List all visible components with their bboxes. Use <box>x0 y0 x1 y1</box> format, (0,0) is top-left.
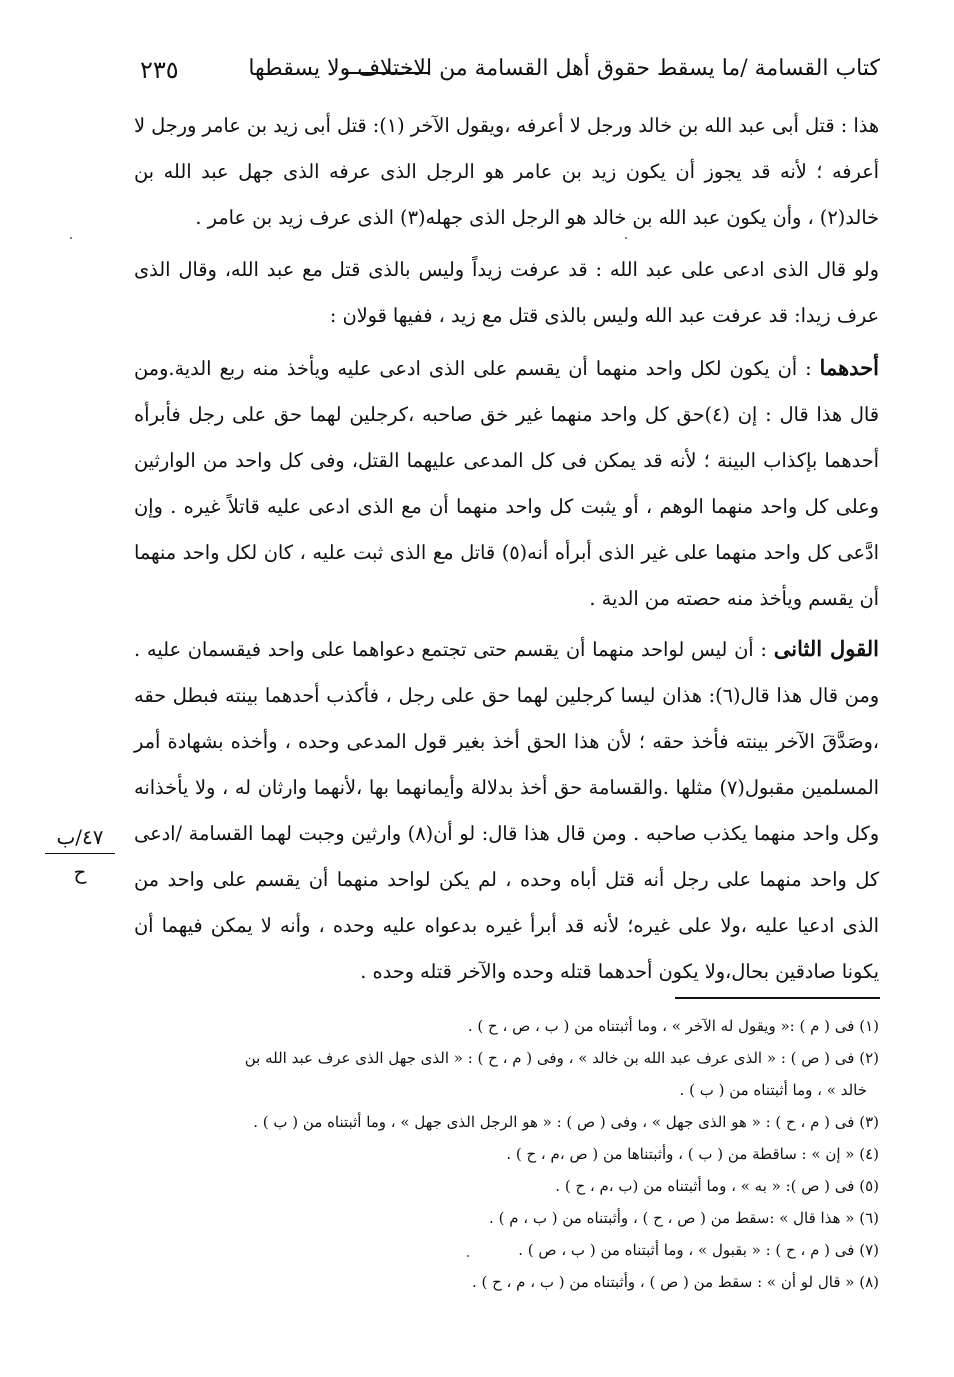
header-rule <box>345 72 430 74</box>
footnote-2-line-2: خالد » ، وما أثبتناه من ( ب ) . <box>679 1081 867 1099</box>
footnote-6: (٦) « هذا قال » :سقط من ( ص ، ح ) ، وأثبتناه من ( ب ، م ) . <box>489 1209 879 1227</box>
footnote-3: (٣) فى ( م ، ح ) : « هو الذى جهل » ، وفى ( ص ) : « هو الرجل الذى جهل » ، وما أثبتناه من ( ب ) . <box>253 1113 879 1131</box>
main-text <box>134 103 879 995</box>
footnote-5: (٥) فى ( ص ): « به » ، وما أثبتناه من (ب ،م ، ح ) . <box>555 1177 879 1195</box>
scan-speck <box>467 1255 469 1257</box>
folio-reference: ٤٧/ب <box>45 825 115 854</box>
footnote-8: (٨) « قال لو أن » : سقط من ( ص ) ، وأثبتناه من ( ب ، م ، ح ) . <box>471 1273 879 1291</box>
paragraph-1: هذا : قتل أبى عبد الله بن خالد ورجل لا أعرفه ،ويقول الآخر (١): قتل أبى زيد بن عامر ورجل لا أعرفه ؛ لأنه قد يجوز أن يكون زيد بن عامر هو الرجل الذى عرفه الذى جهل عبد الله بن خالد(٢) ، وأن يكون عبد الله بن خالد هو الرجل الذى جهله(٣) الذى عرف زيد بن عامر . <box>134 114 879 229</box>
footnote-4: (٤) « إن » : ساقطة من ( ب ) ، وأثبتناها من ( ص ،م ، ح ) . <box>506 1145 879 1163</box>
running-title: كتاب القسامة /ما يسقط حقوق أهل القسامة من الاختلاف ولا يسقطها <box>248 56 880 81</box>
page-number: ٢٣٥ <box>140 56 179 84</box>
paragraph-3-lead: أحدهما <box>819 355 879 380</box>
paragraph-2: ولو قال الذى ادعى على عبد الله : قد عرفت زيداً وليس بالذى قتل مع عبد الله، وقال الذى عرف زيدا: قد عرفت عبد الله وليس بالذى قتل مع زيد ، ففيها قولان : <box>134 258 879 327</box>
paragraph-3 <box>134 345 879 622</box>
paragraph-4-lead: القول الثانى <box>773 636 879 661</box>
paragraph-4 <box>134 626 879 995</box>
running-header <box>140 50 880 90</box>
manuscript-siglum: ح <box>73 860 87 884</box>
footnote-7: (٧) فى ( م ، ح ) : « بقبول » ، وما أثبتناه من ( ب ، ص ) . <box>518 1241 879 1259</box>
manuscript-margin-note <box>45 825 115 884</box>
scan-speck <box>70 237 72 239</box>
footnote-separator <box>675 997 880 999</box>
footnote-2 <box>134 1042 879 1106</box>
footnotes <box>134 1010 879 1298</box>
footnote-2-line-1: (٢) فى ( ص ) : « الذى عرف عبد الله بن خالد » ، وفى ( م ، ح ) : « الذى جهل الذى عرف عبد الله بن <box>244 1049 879 1067</box>
paragraph-3-text: : أن يكون لكل واحد منهما أن يقسم على الذى ادعى عليه ويأخذ منه ربع الدية.ومن قال هذا قال : إن (٤)حق كل واحد منهما غير خق صاحبه ،كرجلين لهما حق على رجل فأبرأه أحدهما بإكذاب البينة ؛ لأنه قد يمكن فى كل المدعى عليهما القتل، وفى كل واحد من الوارثين وعلى كل واحد منهما الوهم ، أو يثبت كل واحد منهما أن مع الذى ادعى عليه قاتلاً غيره . وإن ادَّعى كل واحد منهما على غير الذى أبرأه أنه(٥) قاتل مع الذى ثبت عليه ، كان لكل واحد منهما أن يقسم ويأخذ منه حصته من الدية . <box>134 357 879 610</box>
paragraph-4-text: : أن ليس لواحد منهما أن يقسم حتى تجتمع دعواهما على واحد فيقسمان عليه . ومن قال هذا قال(٦): هذان ليسا كرجلين لهما حق على رجل ، فأكذب أحدهما بينته فبطل حقه ،وصَدَّقَ الآخر بينته فأخذ حقه ؛ لأن هذا الحق أخذ بغير قول المدعى وحده ، وأخذه بشهادة أمر المسلمين مقبول(٧) مثلها .والقسامة حق أخذ بدلالة وأيمانهما بها ،لأنهما وارثان له ، ولا يأخذانه وكل واحد منهما يكذب صاحبه . ومن قال هذا قال: لو أن(٨) وارثين وجبت لهما القسامة /ادعى كل واحد منهما على رجل أنه قتل أباه وحده ، لم يكن لواحد منهما أن يقسم على واحد من الذى ادعيا عليه ،ولا على غيره؛ لأنه قد أبرأ غيره بدعواه عليه وحده ، وأنه لا يمكن فيهما أن يكونا صادقين بحال،ولا يكون أحدهما قتله وحده والآخر قتله وحده . <box>134 638 880 983</box>
scan-speck <box>625 237 627 239</box>
footnote-1: (١) فى ( م ) :« ويقول له الآخر » ، وما أثبتناه من ( ب ، ص ، ح ) . <box>467 1017 879 1035</box>
